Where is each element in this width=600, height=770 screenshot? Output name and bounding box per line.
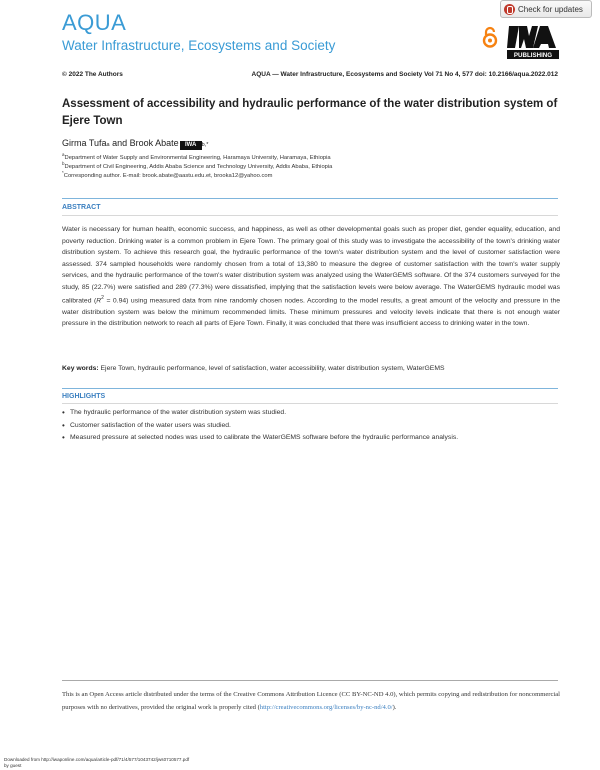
crossmark-icon (504, 4, 515, 15)
iwa-member-icon: IWA (180, 141, 202, 150)
journal-subtitle: Water Infrastructure, Ecosystems and Society (62, 38, 336, 53)
download-stamp: Downloaded from http://iwaponline.com/aqua/article-pdf/71/4/577/1043742/jws0710577.pdf by guest (4, 757, 190, 768)
article-title: Assessment of accessibility and hydraulic performance of the water distribution system of Ejere Town (62, 98, 558, 127)
author-name: Girma Tufa (62, 138, 107, 148)
author-list (62, 138, 208, 150)
list-item: • Customer satisfaction of the water users was studied. (62, 420, 560, 433)
divider (62, 215, 558, 216)
svg-text:PUBLISHING: PUBLISHING (513, 52, 553, 59)
author-affil-marker: a (106, 142, 110, 148)
copyright-notice: © 2022 The Authors (62, 71, 123, 78)
highlights-heading: HIGHLIGHTS (62, 393, 106, 400)
citation-line: AQUA — Water Infrastructure, Ecosystems and Society Vol 71 No 4, 577 doi: 10.2166/aqua.2022.012 (251, 71, 558, 78)
affiliation: $^b$Department of Civil Engineering, Addis Ababa Science and Technology University, Addis Ababa, Ethiopia (62, 161, 333, 170)
author-affil-marker: b,* (201, 142, 209, 148)
divider (62, 388, 558, 389)
check-for-updates-button[interactable] (500, 0, 592, 18)
open-access-icon (481, 26, 499, 48)
journal-name: AQUA (62, 10, 127, 35)
author-name: Brook Abate (129, 138, 179, 148)
corresponding-author: *Corresponding author. E-mail: brook.abate@aastu.edu.et, brooka12@yahoo.com (62, 170, 273, 179)
list-item: • The hydraulic performance of the water distribution system was studied. (62, 407, 560, 420)
abstract-heading: ABSTRACT (62, 204, 101, 211)
author-separator: and (109, 138, 130, 148)
divider (62, 198, 558, 199)
divider (62, 403, 558, 404)
license-link[interactable]: http://creativecommons.org/licenses/by-nc-nd/4.0/ (259, 704, 393, 711)
iwa-publishing-logo (505, 22, 559, 60)
article-meta (62, 71, 558, 78)
license-notice: This is an Open Access article distributed under the terms of the Creative Commons Attribution Licence (CC BY-NC-ND 4.0), which permits copying and redistribution for noncommercial purposes with no derivatives, provided the original work is properly cited (http://creativecommons.org/licenses/by-nc-nd/4.0/). (62, 691, 560, 711)
highlights-list (62, 407, 560, 445)
keywords-label: Key words: (62, 365, 99, 372)
abstract-text: Water is necessary for human health, economic success, and happiness, as well as other developmental goals such as proper diet, gender equality, education, and poverty reduction. Drinking water is a common problem in Ejere Town. The primary goal of this study was to investigate the accessibility of the town's drinking water distribution system. To achieve this research goal, the hydraulic performance of the town's water distribution system and the level of customer satisfaction were assessed. 374 sampled households were randomly chosen from a total of 13,380 to measure the degree of customer satisfaction with the town's water supply services, and the hydraulic performance of the town's water distribution system was analyzed using the WaterGEMS software. Of the 374 customers surveyed for the study, 85 (22.7%) were satisfied and 289 (77.3%) were dissatisfied, implying that the satisfaction levels were below average. The WaterGEMS hydraulic model was calibrated $(R^2 = 0.94)$ using measured data from nine randomly chosen nodes. According to the model results, a great amount of the velocity and pressure in the water distribution system was below the minimum recommended limits. These minimum pressures and velocity levels indicate that there is not enough water pressure in the distribution network to reach all parts of Ejere Town. Finally, it was concluded that there was insufficient access to drinking water in the town. (62, 226, 561, 328)
list-item: • Measured pressure at selected nodes was used to calibrate the WaterGEMS software before the hydraulic performance analysis. (62, 432, 560, 445)
check-updates-label: Check for updates (518, 4, 583, 14)
keywords-text: Ejere Town, hydraulic performance, level of satisfaction, water accessibility, water distribution system, WaterGEMS (98, 365, 445, 372)
keywords (62, 365, 560, 372)
divider (62, 680, 558, 681)
affiliation: $^a$Department of Water Supply and Environmental Engineering, Haramaya University, Haramaya, Ethiopia (62, 152, 331, 161)
